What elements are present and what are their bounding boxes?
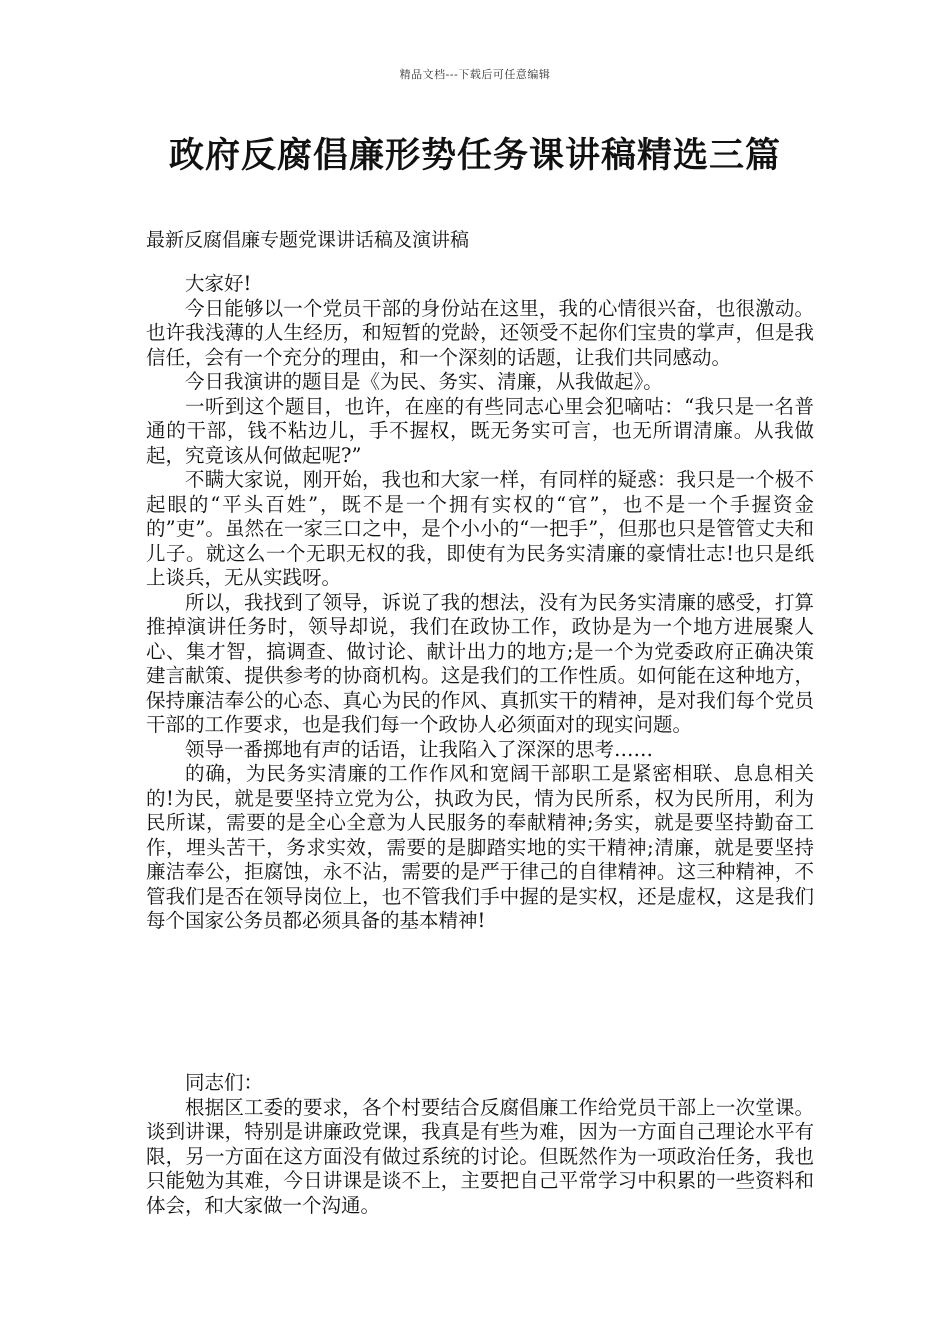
section-heading: 最新反腐倡廉专题党课讲话稿及演讲稿 — [146, 229, 470, 251]
speech-body-2 — [146, 1071, 814, 1218]
body-paragraph: 所以，我找到了领导，诉说了我的想法，没有为民务实清廉的感受，打算推掉演讲任务时，领导却说，我们在政协工作，政协是为一个地方进展聚人心、集才智，搞调查、做讨论、献计出力的地方;是一个为党委政府正确决策建言献策、提供参考的协商机构。这是我们的工作性质。如何能在这种地方，保持廉洁奉公的心态、真心为民的作风、真抓实干的精神，是对我们每个党员干部的工作要求，也是我们每一个政协人必须面对的现实问题。 — [146, 590, 814, 736]
body-paragraph: 根据区工委的要求，各个村要结合反腐倡廉工作给党员干部上一次堂课。谈到讲课，特别是讲廉政党课，我真是有些为难，因为一方面自己理论水平有限，另一方面在这方面没有做过系统的讨论。但既然作为一项政治任务，我也只能勉为其难，今日讲课是谈不上，主要把自己平常学习中积累的一些资料和体会，和大家做一个沟通。 — [146, 1095, 814, 1217]
body-paragraph: 今日能够以一个党员干部的身份站在这里，我的心情很兴奋，也很激动。也许我浅薄的人生经历，和短暂的党龄，还领受不起你们宝贵的掌声，但是我信任，会有一个充分的理由，和一个深刻的话题，让我们共同感动。 — [146, 296, 814, 369]
body-paragraph: 领导一番掷地有声的话语，让我陷入了深深的思考…… — [185, 737, 654, 761]
body-paragraph: 不瞒大家说，刚开始，我也和大家一样，有同样的疑惑：我只是一个极不起眼的“平头百姓”，既不是一个拥有实权的“官”，也不是一个手握资金的”吏”。虽然在一家三口之中，是个小小的“一把手”，但那也只是管管丈夫和儿子。就这么一个无职无权的我，即使有为民务实清廉的豪情壮志!也只是纸上谈兵，无从实践呀。 — [146, 468, 814, 589]
greeting-paragraph: 大家好! — [185, 272, 252, 295]
document-title: 政府反腐倡廉形势任务课讲稿精选三篇 — [168, 135, 781, 176]
greeting-paragraph: 同志们： — [185, 1071, 264, 1094]
body-paragraph: 的确，为民务实清廉的工作作风和宽阔干部职工是紧密相联、息息相关的!为民，就是要坚持立党为公，执政为民，情为民所系，权为民所用，利为民所谋，需要的是全心全意为人民服务的奉献精神;务实，就是要坚持勤奋工作，埋头苦干，务求实效，需要的是脚踏实地的实干精神;清廉，就是要坚持廉洁奉公，拒腐蚀，永不沾，需要的是严于律己的自律精神。这三种精神，不管我们是否在领导岗位上，也不管我们手中握的是实权，还是虚权，这是我们每个国家公务员都必须具备的基本精神! — [146, 762, 814, 932]
header-note: 精品文档---下载后可任意编辑 — [399, 68, 551, 81]
speech-body-1 — [146, 272, 814, 934]
body-paragraph: 今日我演讲的题目是《为民、务实、清廉，从我做起》。 — [185, 370, 663, 393]
body-paragraph: 一听到这个题目，也许，在座的有些同志心里会犯嘀咕：“我只是一名普通的干部，钱不粘边儿，手不握权，既无务实可言，也无所谓清廉。从我做起，究竟该从何做起呢?” — [146, 394, 814, 467]
